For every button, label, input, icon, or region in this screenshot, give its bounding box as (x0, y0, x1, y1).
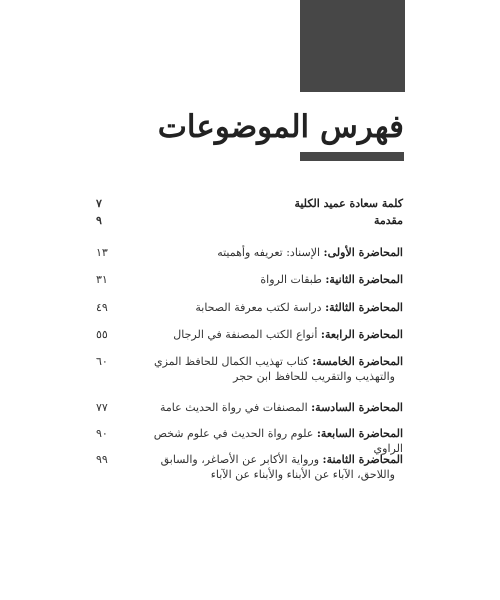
toc-page-number: ٩ (96, 214, 102, 227)
toc-entry-body: طبقات الرواة (260, 273, 326, 286)
toc-page-number: ٦٠ (96, 355, 108, 368)
toc-page-number: ٤٩ (96, 301, 108, 314)
toc-entry-body: المصنفات في رواة الحديث عامة (160, 401, 312, 414)
toc-entry-head: المحاضرة الخامسة: (312, 355, 403, 368)
toc-page-number: ٩٠ (96, 427, 108, 440)
toc-entry-continuation: واللاحق، الآباء عن الأبناء والأبناء عن الآباء (210, 468, 395, 481)
toc-entry-text (121, 272, 403, 287)
toc-entry-head: المحاضرة الأولى: (323, 246, 403, 259)
toc-entry-continuation: والتهذيب والتقريب للحافظ ابن حجر (233, 370, 395, 383)
toc-page-number: ٧ (96, 197, 102, 210)
toc-entry-body: علوم رواة الحديث في علوم شخص الراوي (153, 427, 403, 455)
toc-entry-head: المحاضرة الثامنة: (322, 453, 403, 466)
toc-page-number: ٩٩ (96, 453, 108, 466)
toc-entry-text (121, 245, 403, 260)
toc-page-number: ١٣ (96, 246, 108, 259)
toc-page-number: ٣١ (96, 273, 108, 286)
toc-entry-body: كتاب تهذيب الكمال للحافظ المزي (153, 355, 313, 368)
page-title: فهرس الموضوعات (157, 109, 404, 145)
toc-entry-body: أنواع الكتب المصنفة في الرجال (173, 328, 321, 341)
toc-entry-text (121, 354, 403, 384)
toc-entry-text (121, 196, 403, 211)
toc-entry-head: المحاضرة الرابعة: (320, 328, 403, 341)
toc-entry-text (121, 213, 403, 228)
toc-entry-head: مقدمة (373, 214, 403, 227)
toc-entry-text (121, 400, 403, 415)
toc-page-number: ٧٧ (96, 401, 108, 414)
toc-entry-text (121, 300, 403, 315)
toc-entry-head: المحاضرة الثالثة: (325, 301, 403, 314)
toc-entry-body: دراسة لكتب معرفة الصحابة (195, 301, 326, 314)
toc-entry-body: ورواية الأكابر عن الأصاغر، والسابق (160, 453, 323, 466)
toc-entry-body: الإسناد: تعريفه وأهميته (217, 246, 324, 259)
toc-entry-text (121, 452, 403, 482)
toc-entry-head: المحاضرة الثانية: (325, 273, 403, 286)
toc-page-number: ٥٥ (96, 328, 108, 341)
toc-entry-head: المحاضرة السابعة: (316, 427, 403, 440)
toc-entry-head: المحاضرة السادسة: (311, 401, 403, 414)
toc-entry-text (121, 327, 403, 342)
toc-entry-head: كلمة سعادة عميد الكلية (294, 197, 403, 210)
